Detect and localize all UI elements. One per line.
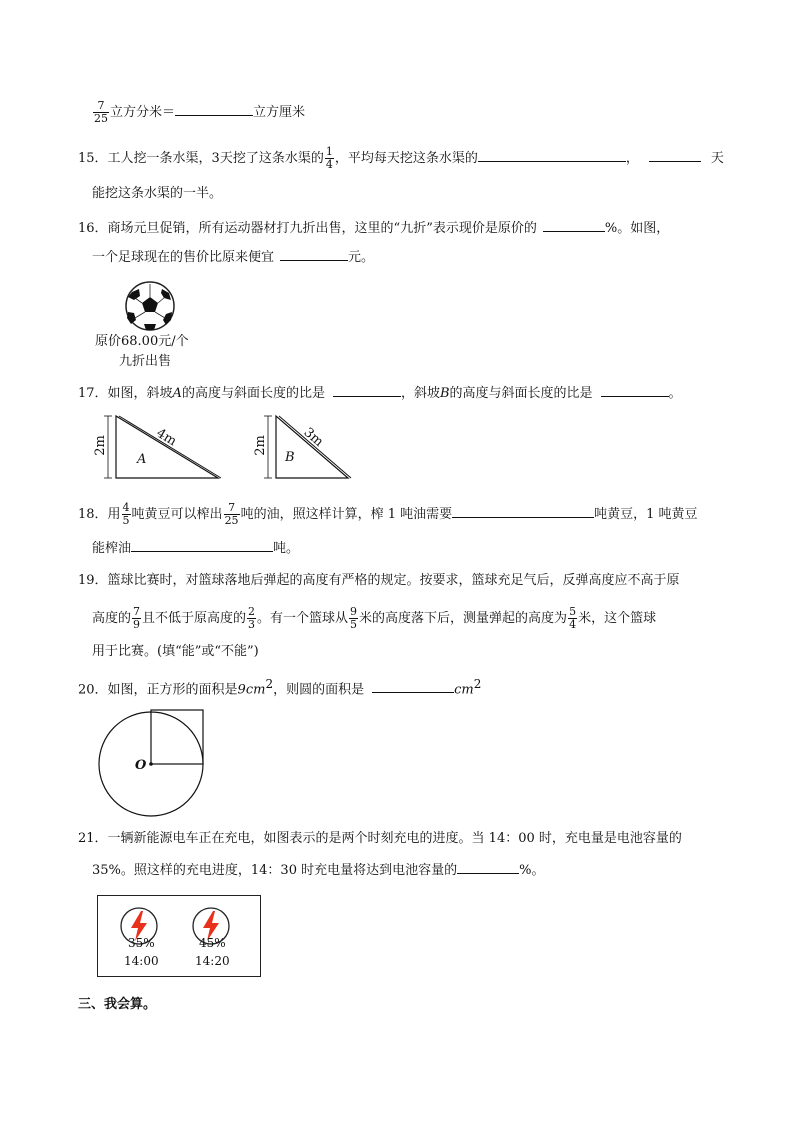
- q17-line: 17．如图，斜坡A的高度与斜面长度的比是 ，斜坡B的高度与斜面长度的比是 。: [78, 382, 682, 404]
- charge-2-time: 14:20: [195, 954, 230, 968]
- q18-line2: 能榨油 吨。: [92, 537, 299, 559]
- answer-blank[interactable]: [131, 537, 273, 552]
- fraction: $\frac{7}{25}$: [224, 501, 239, 527]
- slope-a-length: 4m: [153, 425, 180, 450]
- fraction: $\frac{7}{25}$: [94, 99, 108, 125]
- slope-b-name: B: [285, 450, 295, 465]
- answer-blank[interactable]: [372, 678, 454, 693]
- q18-line1: 18．用 $\frac{4}{5}$ 吨黄豆可以榨出 $\frac{7}{25}$ 吨的油，照这样计算，榨 1 吨油需要 吨黄豆，1 吨黄豆: [78, 501, 698, 527]
- section-3-title: 三、我会算。: [78, 997, 157, 1012]
- fraction: $\frac{4}{5}$: [122, 501, 130, 527]
- fraction: $\frac{1}{4}$: [325, 145, 333, 171]
- fraction: $\frac{2}{3}$: [248, 605, 256, 631]
- answer-blank[interactable]: [452, 503, 594, 518]
- q16-line1: 16．商场元旦促销，所有运动器材打九折出售，这里的“九折”表示现价是原价的 %。如图，: [78, 217, 669, 239]
- charge-2-percent: 45%: [199, 936, 226, 950]
- fraction: $\frac{7}{9}$: [133, 605, 141, 631]
- fraction: $\frac{9}{5}$: [350, 605, 358, 631]
- slope-b-height: 2m: [252, 435, 268, 456]
- fraction: $\frac{5}{4}$: [569, 605, 577, 631]
- answer-blank[interactable]: [543, 217, 605, 232]
- discount-label: 九折出售: [119, 354, 172, 369]
- answer-blank[interactable]: [649, 147, 701, 162]
- price-label: 原价68.00元/个: [95, 334, 189, 349]
- q21-line2: 35%。照这样的充电进度，14：30 时充电量将达到电池容量的 %。: [92, 859, 544, 881]
- charge-1-time: 14:00: [124, 954, 159, 968]
- q19-line3: 用于比赛。(填“能”或“不能”): [92, 644, 259, 659]
- answer-blank[interactable]: [457, 859, 519, 874]
- charging-figure: [97, 895, 261, 977]
- slope-a-name: A: [137, 452, 147, 467]
- slope-a-height: 2m: [92, 435, 108, 456]
- q15-line2: 能挖这条水渠的一半。: [92, 186, 223, 201]
- answer-blank[interactable]: [280, 246, 348, 261]
- answer-blank[interactable]: [601, 382, 669, 397]
- circle-square-diagram: [96, 706, 206, 818]
- charge-1-percent: 35%: [128, 936, 155, 950]
- q14-line: $\frac{7}{25}$ 立方分米＝ 立方厘米: [94, 99, 306, 125]
- q21-line1: 21．一辆新能源电车正在充电，如图表示的是两个时刻充电的进度。当 14：00 时，充电量是电池容量的: [78, 831, 682, 846]
- answer-blank[interactable]: [175, 101, 253, 116]
- answer-blank[interactable]: [478, 147, 626, 162]
- slope-b-length: 3m: [300, 425, 327, 450]
- q20-line: 20．如图，正方形的面积是$9cm^2$，则圆的面积是 $cm^2$: [78, 677, 482, 698]
- slope-a-diagram: [88, 410, 228, 486]
- slope-b-diagram: [254, 410, 358, 486]
- q19-line1: 19．篮球比赛时，对篮球落地后弹起的高度有严格的规定。按要求，篮球充足气后，反弹高度应不高于原: [78, 573, 680, 588]
- q15-line1: 15．工人挖一条水渠，3天挖了这条水渠的 $\frac{1}{4}$ ，平均每天挖这条水渠的 ， 天: [78, 145, 724, 171]
- answer-blank[interactable]: [333, 382, 401, 397]
- soccer-ball-icon: [122, 280, 178, 332]
- circle-center-label: O: [135, 758, 147, 773]
- q19-line2: 高度的 $\frac{7}{9}$ 且不低于原高度的 $\frac{2}{3}$ 。有一个篮球从 $\frac{9}{5}$ 米的高度落下后，测量弹起的高度为 $\frac{5}{4}$ 米，这个篮球: [92, 605, 657, 631]
- q16-line2: 一个足球现在的售价比原来便宜 元。: [92, 246, 374, 268]
